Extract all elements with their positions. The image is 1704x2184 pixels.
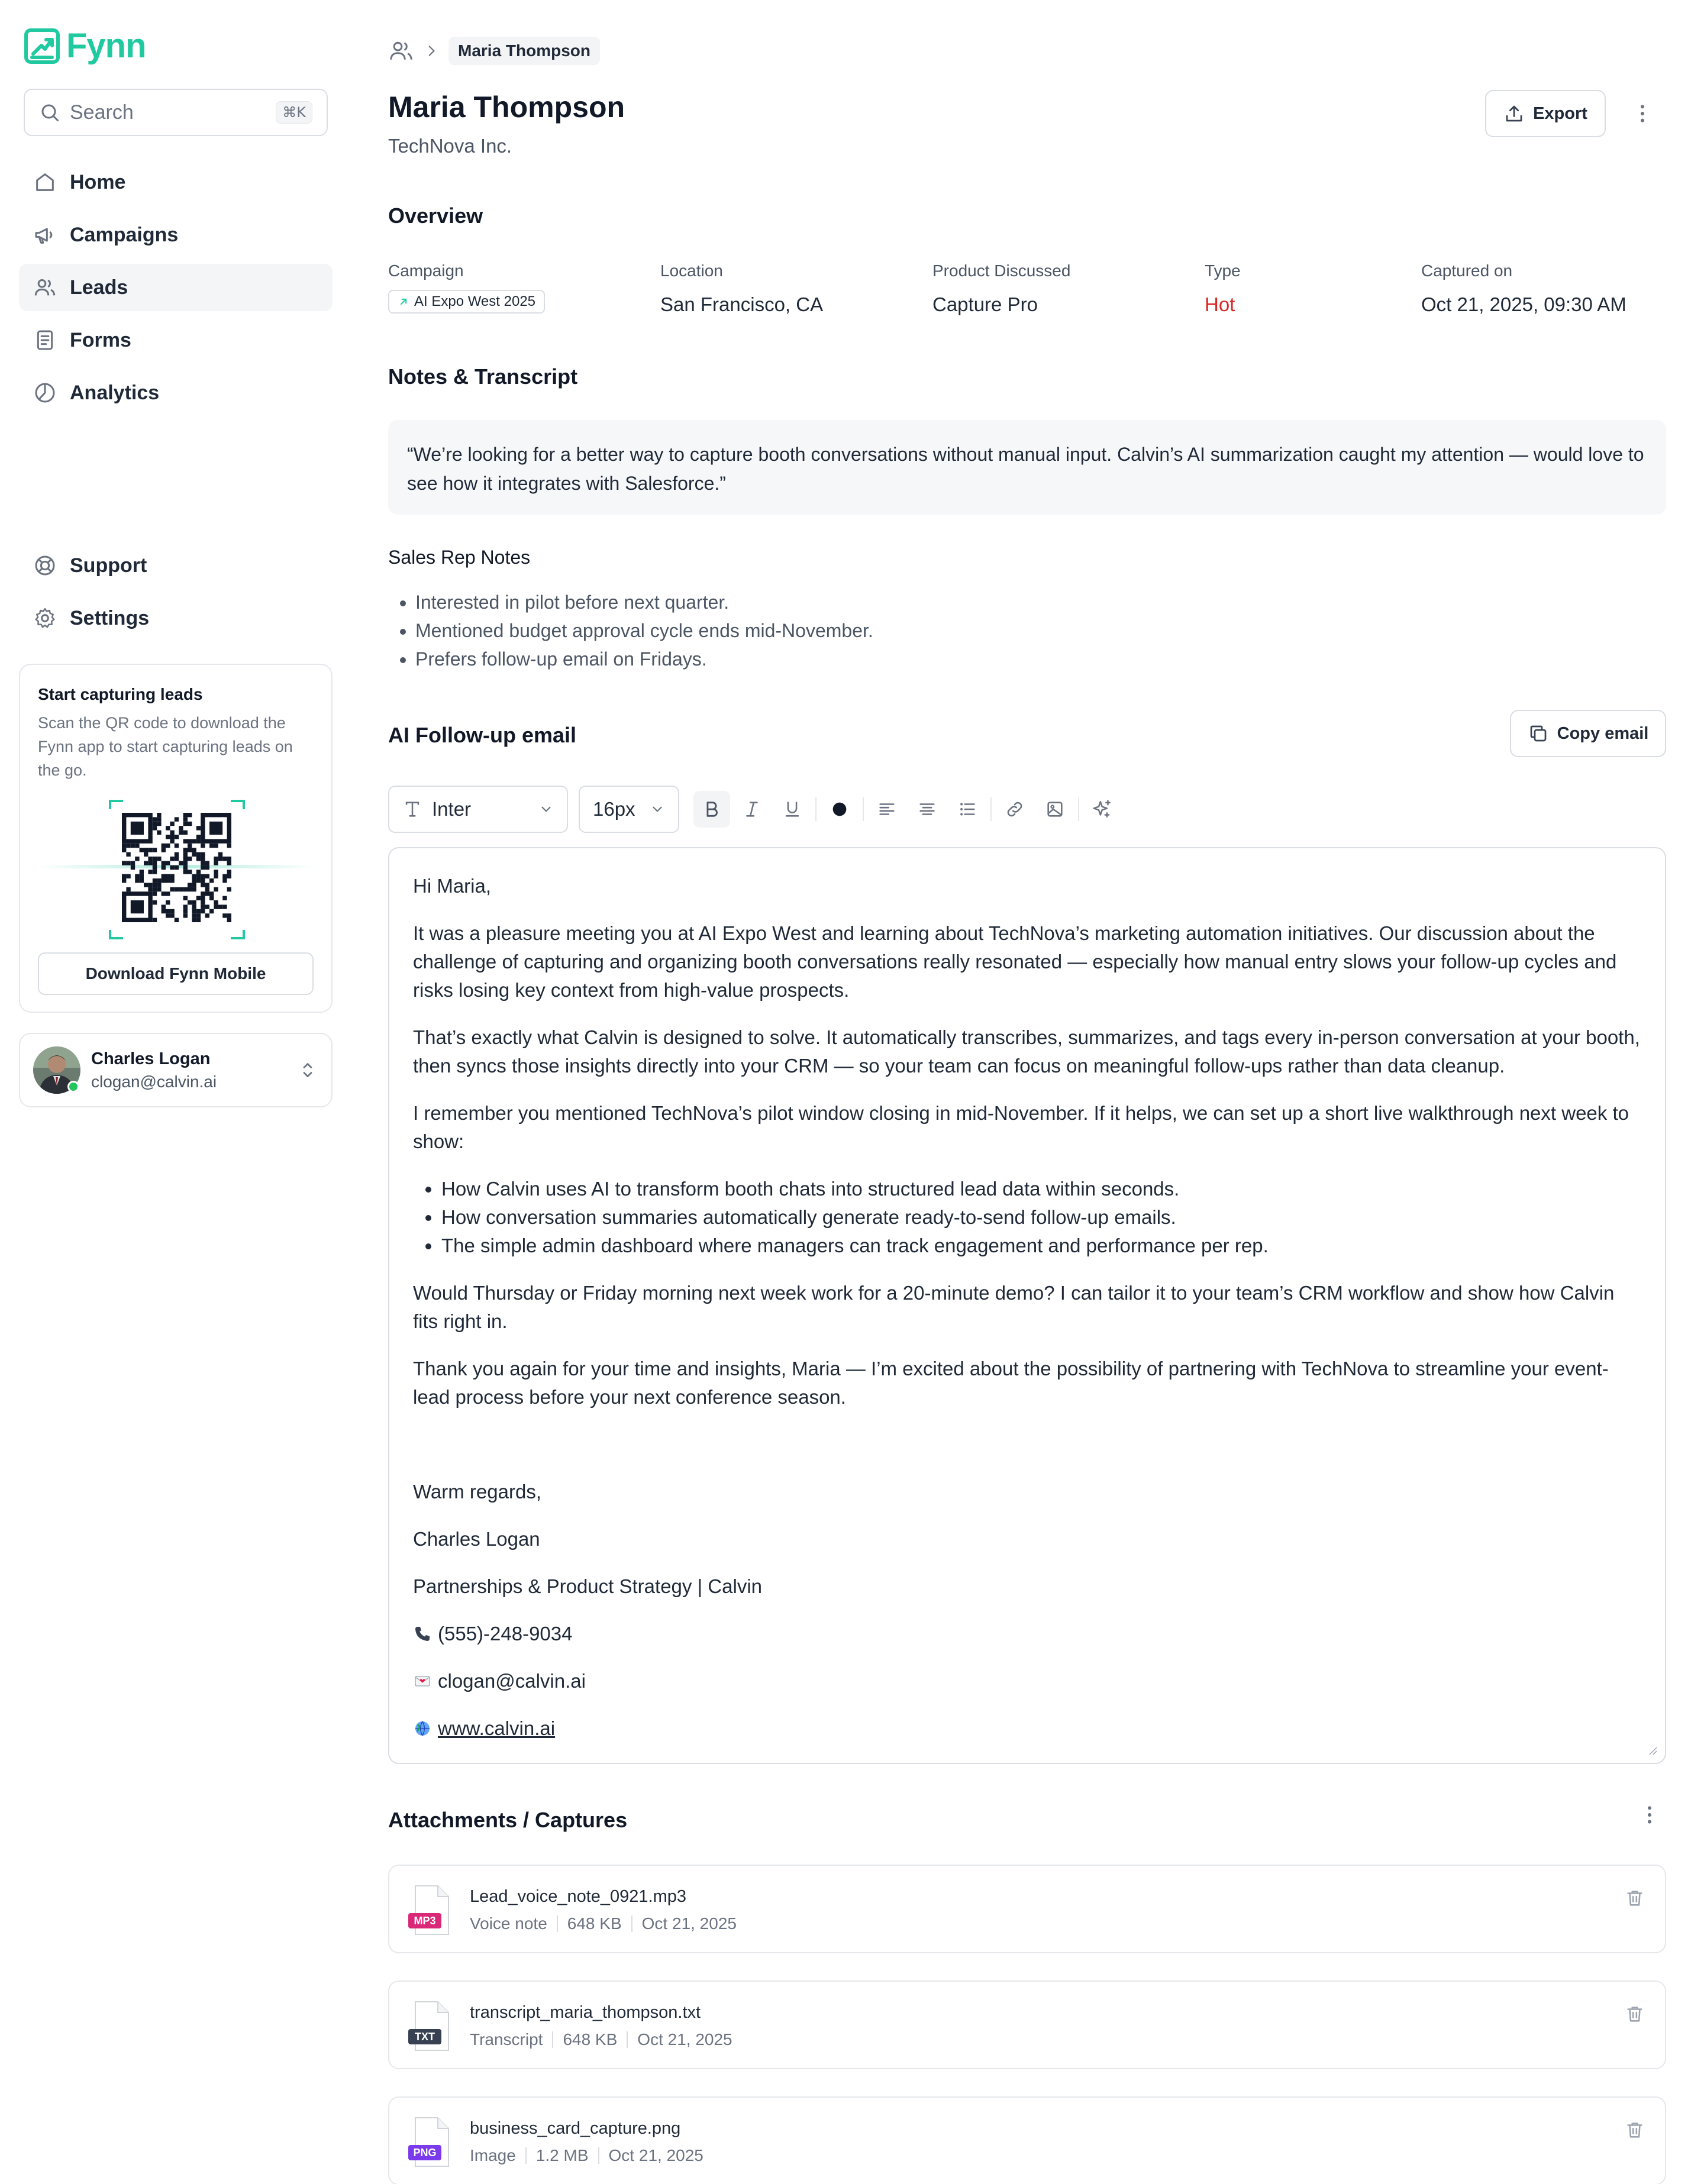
- trash-icon[interactable]: [1625, 1888, 1645, 1908]
- align-center-icon: [917, 799, 937, 819]
- attachments-title: Attachments / Captures: [388, 1808, 628, 1832]
- nav-item-settings[interactable]: [19, 595, 333, 642]
- font-family-select[interactable]: [388, 786, 568, 833]
- bullet-list-button[interactable]: [949, 791, 986, 828]
- list-item: • Interested in pilot before next quarter.: [415, 588, 873, 616]
- attachment-item[interactable]: [388, 1981, 1666, 2069]
- nav-item-forms[interactable]: [19, 316, 333, 364]
- ai-assist-button[interactable]: [1084, 791, 1121, 828]
- link-icon: [1005, 799, 1025, 819]
- sidebar: [0, 0, 337, 2184]
- overview-title: Overview: [388, 203, 483, 228]
- meta-divider: [552, 2031, 553, 2048]
- export-label: Export: [1533, 104, 1587, 123]
- sparkles-icon: [1091, 798, 1114, 820]
- search-placeholder: Search: [70, 101, 134, 124]
- users-icon: [33, 276, 57, 299]
- search-icon: [39, 102, 60, 123]
- bold-icon: [702, 799, 722, 819]
- insert-link-button[interactable]: [996, 791, 1033, 828]
- user-email: clogan@calvin.ai: [91, 1072, 217, 1091]
- user-info: [91, 1049, 217, 1091]
- qr-code: [38, 799, 316, 941]
- copy-icon: [1528, 723, 1549, 744]
- attachment-meta: [470, 1914, 737, 1933]
- attachment-meta: [470, 2146, 703, 2165]
- nav-label: Support: [70, 554, 147, 577]
- audio-file-icon: [407, 1883, 454, 1937]
- captured-value: Oct 21, 2025, 09:30 AM: [1421, 293, 1626, 315]
- chevron-up-down-icon: [297, 1059, 318, 1081]
- nav-label: Home: [70, 170, 126, 193]
- campaign-chip[interactable]: [388, 290, 545, 314]
- user-name: Charles Logan: [91, 1049, 211, 1068]
- product-value: Capture Pro: [932, 293, 1038, 315]
- avatar: [33, 1046, 80, 1094]
- list-item: • Mentioned budget approval cycle ends mid-November.: [415, 616, 873, 645]
- editor-toolbar: [388, 786, 1121, 833]
- sales-rep-notes-list: [415, 588, 873, 673]
- text-color-button[interactable]: [821, 791, 858, 828]
- signature-title: Partnerships & Product Strategy | Calvin: [413, 1575, 763, 1597]
- font-size-value: 16px: [593, 798, 635, 820]
- trash-icon[interactable]: [1625, 2120, 1645, 2140]
- download-app-button[interactable]: Download Fynn Mobile: [38, 952, 314, 995]
- nav-item-analytics[interactable]: [19, 369, 333, 416]
- email-body-editor[interactable]: [388, 847, 1666, 1764]
- primary-nav: [19, 159, 333, 416]
- attachment-size: 1.2 MB: [535, 2146, 589, 2164]
- nav-label: Campaigns: [70, 223, 179, 246]
- meta-divider: [525, 2147, 527, 2164]
- user-account-switcher[interactable]: [19, 1033, 333, 1107]
- align-left-button[interactable]: [869, 791, 905, 828]
- product-label: Product Discussed: [932, 261, 1071, 280]
- promo-title: Start capturing leads: [38, 685, 203, 703]
- breadcrumb: [388, 37, 600, 65]
- meta-divider: [557, 1915, 558, 1932]
- align-left-icon: [877, 799, 897, 819]
- attachment-kind: Image: [470, 2146, 516, 2164]
- align-center-button[interactable]: [909, 791, 945, 828]
- chevron-down-icon: [650, 802, 665, 817]
- location-value: San Francisco, CA: [660, 293, 824, 315]
- color-swatch-icon: [830, 799, 850, 819]
- attachment-size: 648 KB: [563, 2030, 618, 2049]
- home-icon: [33, 170, 57, 194]
- page-title: Maria Thompson: [388, 91, 625, 124]
- lifebuoy-icon: [33, 554, 57, 577]
- nav-item-home[interactable]: [19, 159, 333, 206]
- nav-label: Analytics: [70, 381, 160, 404]
- attachment-item[interactable]: [388, 2096, 1666, 2184]
- font-family-value: Inter: [432, 798, 472, 820]
- phone-icon: [413, 1624, 432, 1643]
- lead-company: TechNova Inc.: [388, 135, 512, 157]
- meta-divider: [598, 2147, 599, 2164]
- attachment-size: 648 KB: [567, 1914, 622, 1933]
- nav-item-campaigns[interactable]: [19, 211, 333, 259]
- signature-website-link[interactable]: www.calvin.ai: [438, 1717, 556, 1739]
- copy-email-button[interactable]: [1510, 710, 1666, 757]
- notes-title: Notes & Transcript: [388, 364, 578, 389]
- signature-phone-value: (555)-248-9034: [438, 1623, 573, 1645]
- pie-chart-icon: [33, 381, 57, 405]
- promo-description: Scan the QR code to download the Fynn app to start capturing leads on the go.: [38, 714, 293, 779]
- signature-email-value: clogan@calvin.ai: [438, 1670, 586, 1692]
- resize-handle-icon[interactable]: [1645, 1743, 1658, 1756]
- email-bullet-list: [441, 1175, 1641, 1260]
- attachment-kind: Transcript: [470, 2030, 543, 2049]
- list-item: • How conversation summaries automatically generate ready-to-send follow-up emails.: [441, 1203, 1641, 1232]
- trash-icon[interactable]: [1625, 2004, 1645, 2024]
- attachment-kind: Voice note: [470, 1914, 547, 1933]
- image-icon: [1045, 799, 1065, 819]
- overview-product: [932, 261, 1070, 316]
- toolbar-divider: [990, 797, 992, 821]
- underline-button[interactable]: [774, 791, 811, 828]
- attachment-name: transcript_maria_thompson.txt: [470, 2003, 701, 2022]
- attachment-name: Lead_voice_note_0921.mp3: [470, 1887, 687, 1906]
- document-icon: [33, 328, 57, 352]
- search-input[interactable]: [24, 89, 328, 136]
- envelope-icon: [413, 1672, 432, 1691]
- email-paragraph: Would Thursday or Friday morning next week work for a 20-minute demo? I can tailor it to your team’s CRM workflow and show how Calvin fits right in.: [413, 1282, 1615, 1332]
- file-badge: MP3: [414, 1915, 436, 1927]
- underline-icon: [782, 799, 802, 819]
- globe-icon: [413, 1719, 432, 1738]
- copy-email-label: Copy email: [1557, 723, 1649, 743]
- chevron-right-icon: [424, 43, 439, 59]
- overview-captured: [1421, 261, 1626, 316]
- signature-name: Charles Logan: [413, 1528, 540, 1550]
- signature-email: [413, 1667, 1641, 1695]
- italic-button[interactable]: [734, 791, 770, 828]
- attachment-name: business_card_capture.png: [470, 2119, 681, 2138]
- email-paragraph: That’s exactly what Calvin is designed to solve. It automatically transcribes, summarizes, and tags every in-person conversation at your booth, then syncs those insights directly into your CRM — so your team can focus on meaningful follow-ups rather than data cleanup.: [413, 1026, 1640, 1077]
- online-status-dot: [67, 1081, 79, 1093]
- meta-divider: [627, 2031, 628, 2048]
- secondary-nav: [19, 542, 333, 642]
- download-app-card: [19, 664, 333, 1013]
- list-item: • Prefers follow-up email on Fridays.: [415, 645, 873, 673]
- text-icon: [402, 799, 422, 819]
- nav-label: Leads: [70, 276, 128, 299]
- toolbar-divider: [863, 797, 864, 821]
- signature-phone: [413, 1620, 1641, 1648]
- file-badge: PNG: [413, 2147, 437, 2159]
- overview-location: [660, 261, 823, 316]
- campaign-value: AI Expo West 2025: [414, 293, 536, 309]
- meta-divider: [631, 1915, 632, 1932]
- captured-label: Captured on: [1421, 261, 1513, 280]
- location-label: Location: [660, 261, 723, 280]
- list-item: • How Calvin uses AI to transform booth chats into structured lead data within seconds.: [441, 1175, 1641, 1203]
- overview-type: [1205, 261, 1241, 316]
- toolbar-divider: [1078, 797, 1079, 821]
- export-button[interactable]: [1485, 90, 1606, 137]
- attachment-date: Oct 21, 2025: [641, 1914, 737, 1933]
- users-icon[interactable]: [388, 38, 414, 64]
- insert-image-button[interactable]: [1037, 791, 1073, 828]
- italic-icon: [742, 799, 762, 819]
- email-closing: Warm regards,: [413, 1481, 541, 1503]
- image-file-icon: [407, 2115, 454, 2169]
- signature-website: [413, 1714, 1641, 1743]
- logo-icon: [24, 28, 60, 64]
- text-file-icon: [407, 1999, 454, 2053]
- font-size-select[interactable]: [579, 786, 679, 833]
- ai-email-title: AI Follow-up email: [388, 723, 577, 747]
- gear-icon: [33, 606, 57, 630]
- chevron-down-icon: [538, 802, 554, 817]
- campaign-label: Campaign: [388, 261, 464, 280]
- qr-code-icon: [38, 799, 316, 941]
- list-item: • The simple admin dashboard where managers can track engagement and performance per rep.: [441, 1232, 1641, 1260]
- file-badge: TXT: [415, 2031, 435, 2043]
- attachment-item[interactable]: [388, 1865, 1666, 1953]
- megaphone-icon: [33, 223, 57, 247]
- arrow-up-right-icon: [398, 296, 409, 308]
- overview-campaign: [388, 261, 545, 314]
- attachment-date: Oct 21, 2025: [637, 2030, 732, 2049]
- nav-label: Settings: [70, 606, 150, 629]
- upload-icon: [1503, 103, 1525, 124]
- nav-item-support[interactable]: [19, 542, 333, 589]
- bold-button[interactable]: [693, 791, 730, 828]
- toolbar-divider: [815, 797, 816, 821]
- email-greeting: Hi Maria,: [413, 875, 492, 897]
- breadcrumb-current: Maria Thompson: [448, 37, 600, 65]
- more-options-icon[interactable]: [1638, 1803, 1661, 1827]
- attachment-date: Oct 21, 2025: [608, 2146, 703, 2164]
- sales-rep-notes-title: Sales Rep Notes: [388, 547, 531, 568]
- nav-item-leads[interactable]: [19, 264, 333, 311]
- email-paragraph: I remember you mentioned TechNova’s pilot window closing in mid-November. If it helps, we can set up a short live walkthrough next week to show:: [413, 1102, 1629, 1152]
- transcript-quote: “We’re looking for a better way to capture booth conversations without manual input. Calvin’s AI summarization caught my attention — would love to see how it integrates with Salesforce.”: [388, 420, 1666, 515]
- logo-text: Fynn: [66, 27, 146, 65]
- search-shortcut: ⌘K: [276, 101, 312, 124]
- more-options-icon[interactable]: [1631, 102, 1654, 125]
- email-paragraph: Thank you again for your time and insights, Maria — I’m excited about the possibility of partnering with TechNova to streamline your event-lead process before your next conference season.: [413, 1358, 1609, 1408]
- type-label: Type: [1205, 261, 1241, 280]
- brand-logo[interactable]: [24, 26, 146, 66]
- email-paragraph: It was a pleasure meeting you at AI Expo West and learning about TechNova’s marketing automation initiatives. Our discussion about the challenge of capturing and organizing booth conversations really resonated — especially how manual entry slows your follow-up cycles and risks losing key context from high-value prospects.: [413, 922, 1617, 1001]
- bullet-list-icon: [957, 799, 977, 819]
- attachment-meta: [470, 2030, 732, 2049]
- type-badge: Hot: [1205, 293, 1235, 315]
- nav-label: Forms: [70, 328, 131, 351]
